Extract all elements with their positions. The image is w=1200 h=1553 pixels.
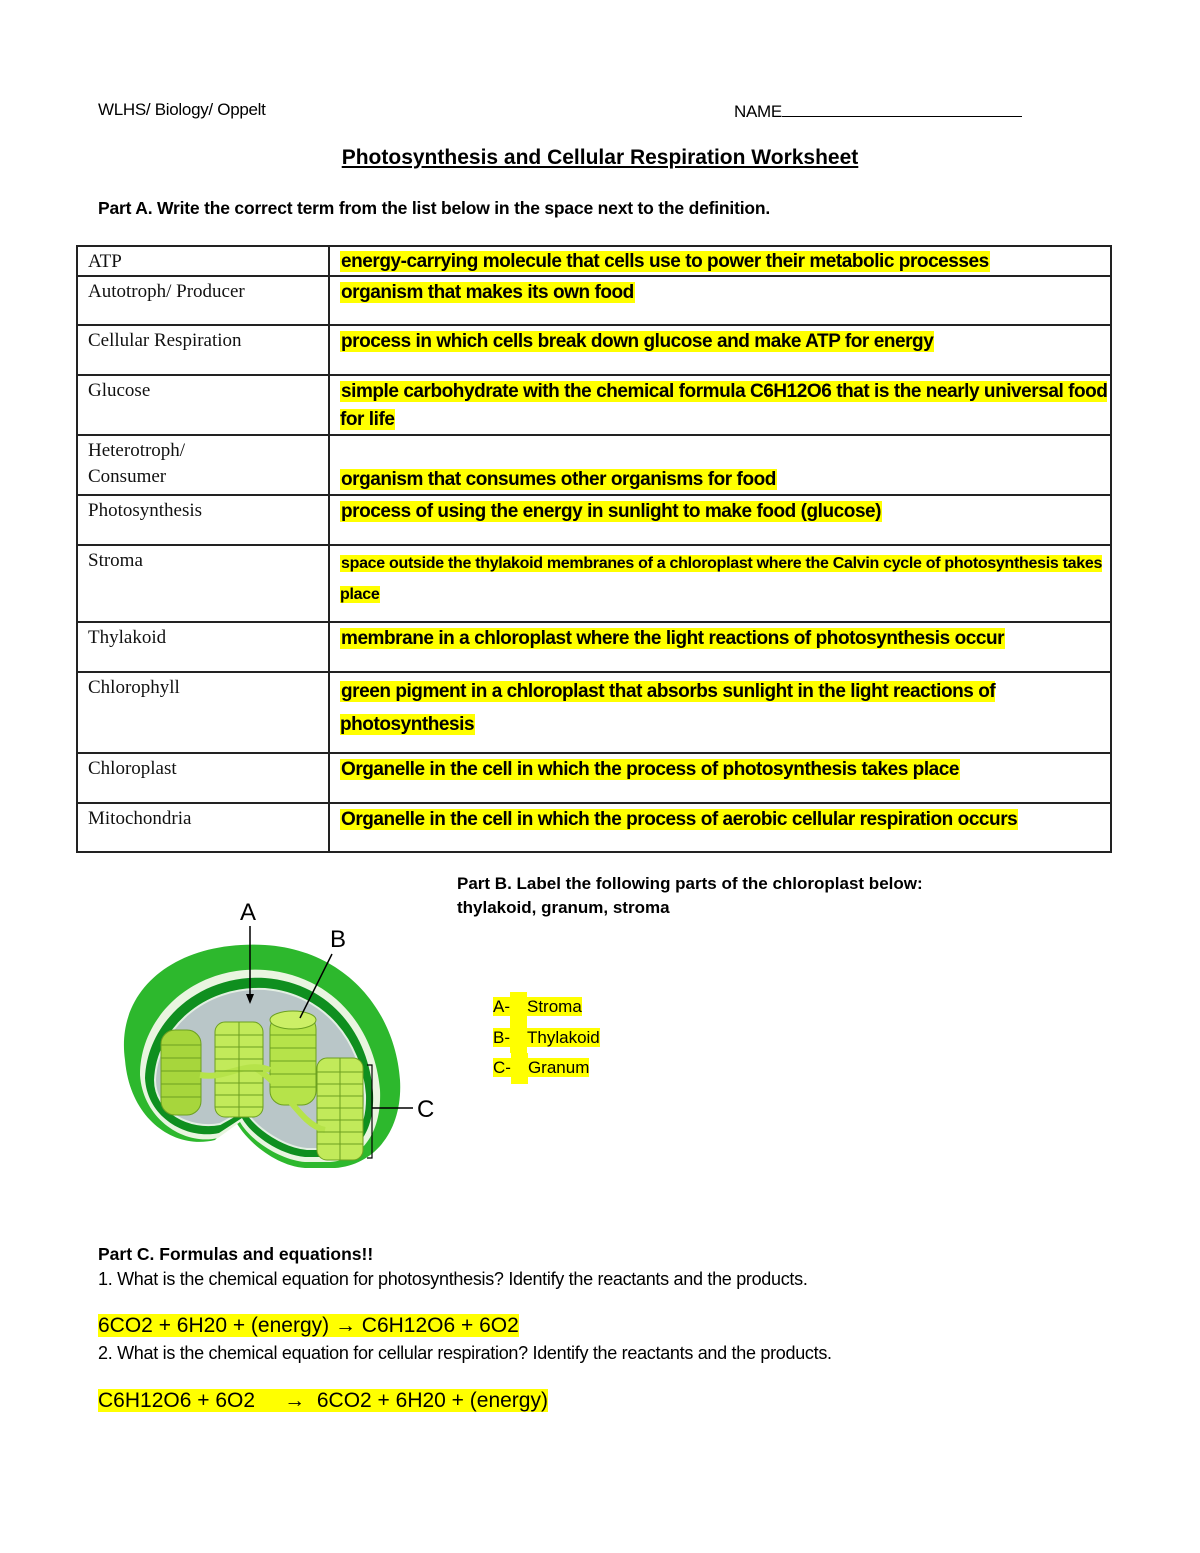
table-row [77,495,1111,545]
table-row [77,545,1111,622]
term-cell: Thylakoid [77,622,329,672]
table-row [77,622,1111,672]
chloroplast-diagram [95,890,455,1190]
table-row [77,672,1111,753]
term-cell: Autotroph/ Producer [77,276,329,325]
definition-cell[interactable]: process in which cells break down glucose and make ATP for energy [329,325,1111,375]
label-b: B [330,926,347,953]
term-cell: Mitochondria [77,803,329,852]
chloroplast-illustration [95,890,455,1190]
name-field[interactable] [734,100,1022,122]
label-c: C [417,1096,435,1123]
term-cell: Chloroplast [77,753,329,803]
table-row [77,753,1111,803]
definition-cell[interactable]: organism that makes its own food [329,276,1111,325]
answer-a[interactable]: A- Stroma [493,992,600,1023]
definition-cell[interactable]: Organelle in the cell in which the process of photosynthesis takes place [329,753,1111,803]
table-row [77,276,1111,325]
course-header: WLHS/ Biology/ Oppelt [98,100,266,119]
definition-cell[interactable]: simple carbohydrate with the chemical formula C6H12O6 that is the nearly universal food for life [329,375,1111,435]
part-b-answers [493,992,600,1084]
answer-1[interactable]: 6CO2 + 6H20 + (energy) → C6H12O6 + 6O2 [98,1314,519,1337]
part-a-instruction: Part A. Write the correct term from the list below in the space next to the definition. [98,198,771,218]
part-c-heading: Part C. Formulas and equations!! [98,1244,374,1264]
question-1: 1. What is the chemical equation for photosynthesis? Identify the reactants and the products. [98,1269,808,1289]
terms-table [76,245,1112,853]
label-a: A [240,899,257,926]
name-label: NAME [734,102,782,121]
term-cell: ATP [77,246,329,276]
definition-cell[interactable]: membrane in a chloroplast where the light reactions of photosynthesis occur [329,622,1111,672]
term-cell: Heterotroph/ Consumer [77,435,329,495]
definition-cell[interactable]: organism that consumes other organisms for food [329,435,1111,495]
part-b-instruction: Part B. Label the following parts of the chloroplast below: thylakoid, granum, stroma [457,874,923,917]
definition-cell[interactable]: Organelle in the cell in which the process of aerobic cellular respiration occurs [329,803,1111,852]
question-2: 2. What is the chemical equation for cellular respiration? Identify the reactants and the products. [98,1343,832,1363]
term-cell: Cellular Respiration [77,325,329,375]
page-title: Photosynthesis and Cellular Respiration Worksheet [341,146,859,169]
definition-cell[interactable]: green pigment in a chloroplast that absorbs sunlight in the light reactions of photosynthesis [329,672,1111,753]
term-cell: Chlorophyll [77,672,329,753]
definition-cell[interactable]: process of using the energy in sunlight to make food (glucose) [329,495,1111,545]
definition-cell[interactable]: energy-carrying molecule that cells use to power their metabolic processes [329,246,1111,276]
name-blank-line[interactable] [782,100,1022,117]
table-row [77,246,1111,276]
answer-b[interactable]: B- Thylakoid [493,1023,600,1054]
term-cell: Photosynthesis [77,495,329,545]
table-row [77,435,1111,495]
table-row [77,803,1111,852]
table-row [77,375,1111,435]
answer-2[interactable]: C6H12O6 + 6O2 → 6CO2 + 6H20 + (energy) [98,1389,548,1412]
definition-cell[interactable]: space outside the thylakoid membranes of a chloroplast where the Calvin cycle of photosynthesis takes place [329,545,1111,622]
table-row [77,325,1111,375]
term-cell: Glucose [77,375,329,435]
answer-c[interactable]: C- Granum [493,1053,600,1084]
term-cell: Stroma [77,545,329,622]
